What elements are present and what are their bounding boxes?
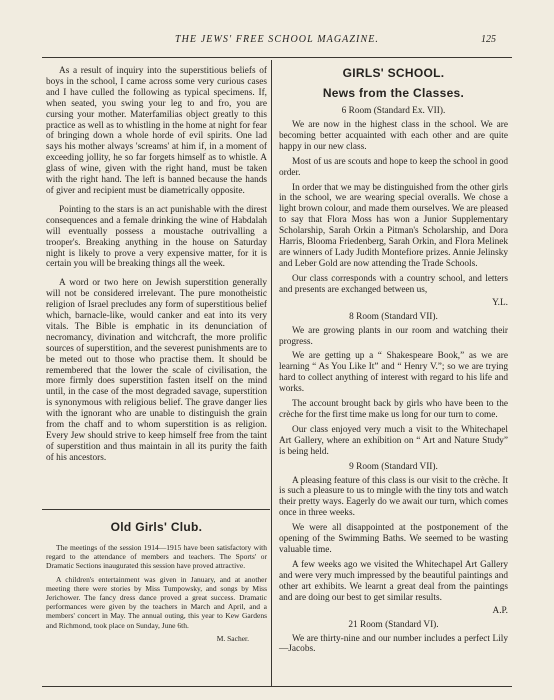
club-paragraph: The meetings of the session 1914—1915 have been satisfactory with regard to the attendance of members and teachers. The Sports' or Dramatic Sections inaugurated this session have proved attractive. <box>46 543 267 571</box>
column-divider <box>271 60 272 687</box>
sub-heading: News from the Classes. <box>322 86 465 100</box>
article-paragraph: A word or two here on Jewish superstition generally will not be considered irrelevant. The pure monotheistic religion of Israel precludes any form of superstitious belief which, barnacle-like, would canker and eat into its very vitals. The Bible is emphatic in its denunciation of necromancy, divination and witchcraft, the more prolific sources of superstition, and the severest punishments are to be meted out to those who practise them. It should be remembered that the lower the scale of civilisation, the more firmly does superstition fasten itself on the mind until, in the case of the most degraded savage, superstition is synonymous with religious belief. The grave danger lies with the ignorant who are unable to distinguish the grain from the chaff and to whom superstition is as religion. Every Jew should strive to keep himself free from the taint of superstition and thus maintain in all its purity the faith of his ancestors. <box>46 278 267 463</box>
room-paragraph: The account brought back by girls who have been to the crèche for the first time make us long for our turn to come. <box>279 399 508 420</box>
old-girls-club-section <box>46 520 267 643</box>
club-paragraph: A children's entertainment was given in January, and at another meeting there were stories by Miss Tumpowsky, and songs by Miss Jerichower. The fancy dress dance proved a great success. Dramatic performances were given by the teachers in March and April, and a members' concert in May. The annual outing, this year to Kew Gardens and Richmond, took place on Sunday, June 6th. <box>46 574 267 630</box>
room-paragraph: We are now in the highest class in the school. We are becoming better acquainted with each other and are quite happy in our new class. <box>279 120 508 152</box>
room-paragraph: We are growing plants in our room and watching their progress. <box>279 325 508 347</box>
club-heading: Old Girls' Club. <box>110 520 203 534</box>
header-rule <box>42 57 512 58</box>
running-head <box>0 34 554 48</box>
room-9-title: 9 Room (Standard VII). <box>349 461 438 472</box>
article-paragraph: As a result of inquiry into the superstitious beliefs of boys in the school, I came across some very curious cases and I have culled the following as typical specimens. If, when seated, you swing your leg to and fro, you are cursing your mother. Materfamilias object greatly to this practice as well as to whistling in the home at night for fear of bringing down a whole horde of evil spirits. One lad says his mother always 'screams' at him if, in a moment of exceeding jollity, he so far forgets himself as to whistle. A glass of wine, given with the right hand, must be taken with the right hand. The left is banned because the hands of giver and recipient must be diametrically opposite. <box>46 66 267 196</box>
room-9-signature: A.P. <box>492 605 508 616</box>
room-paragraph: Most of us are scouts and hope to keep the school in good order. <box>279 156 508 178</box>
room-paragraph: In order that we may be distinguished from the other girls in the school, we are wearing special overalls. We chose a light brown colour, and made them ourselves. We are pleased to say that Flora Moss has won a Junior Supplementary Scholarship, Sarah Orkin a Pitman's Scholarship, and Dora Harris, Blooma Friedenberg, Sarah Orkin, and Flora Melinek are winners of Lady Judith Montefiore prizes. Annie Jelinsky and Leber Gold are now attending the Trade Schools. <box>279 182 508 269</box>
club-signature: M. Sacher. <box>216 633 249 643</box>
room-21-title: 21 Room (Standard VI). <box>348 619 439 630</box>
magazine-title: THE JEWS' FREE SCHOOL MAGAZINE. <box>174 34 380 45</box>
room-paragraph: We are thirty-nine and our number includes a perfect Lily—Jacobs. <box>279 633 508 655</box>
superstition-article <box>46 66 267 472</box>
room-8-title: 8 Room (Standard VII). <box>349 311 438 322</box>
room-paragraph: Our class enjoyed very much a visit to the Whitechapel Art Gallery, where an exhibition on “ Art and Nature Study” is being held. <box>279 424 508 457</box>
page-number: 125 <box>481 34 496 45</box>
girls-school-section <box>279 66 508 659</box>
room-paragraph: A few weeks ago we visited the Whitechapel Art Gallery and were very much impressed by the beautiful paintings and other art exhibits. We learnt a great deal from the paintings and are doing our best to get similar results. <box>279 559 508 603</box>
room-paragraph: We were all disappointed at the postponement of the opening of the Swimming Baths. We seemed to be wasting valuable time. <box>279 523 508 555</box>
room-6-title: 6 Room (Standard Ex. VII). <box>341 106 446 116</box>
room-paragraph: Our class corresponds with a country school, and letters and presents are exchanged between us, <box>279 273 508 295</box>
room-paragraph: A pleasing feature of this class is our visit to the crèche. It is such a pleasure to us to mingle with the tiny tots and watch their pretty ways. Eagerly do we await our turn, which comes once in three weeks. <box>279 475 508 519</box>
section-divider <box>42 509 270 510</box>
room-paragraph: We are getting up a “ Shakespeare Book,” as we are learning “ As You Like It” and “ Henry V.”; so we are trying hard to collect anything of interest with regard to his life and works. <box>279 351 508 395</box>
section-heading: GIRLS' SCHOOL. <box>342 66 445 80</box>
footer-rule <box>42 686 512 687</box>
article-paragraph: Pointing to the stars is an act punishable with the direst consequences and a female drinking the wine of Habdalah will eventually possess a moustache outrivalling a trooper's. Breaking anything in the house on Saturday night is likely to prove a very expensive matter, for it is certain you will be breaking things all the week. <box>46 204 267 270</box>
room-6-signature: Y.L. <box>492 297 508 308</box>
